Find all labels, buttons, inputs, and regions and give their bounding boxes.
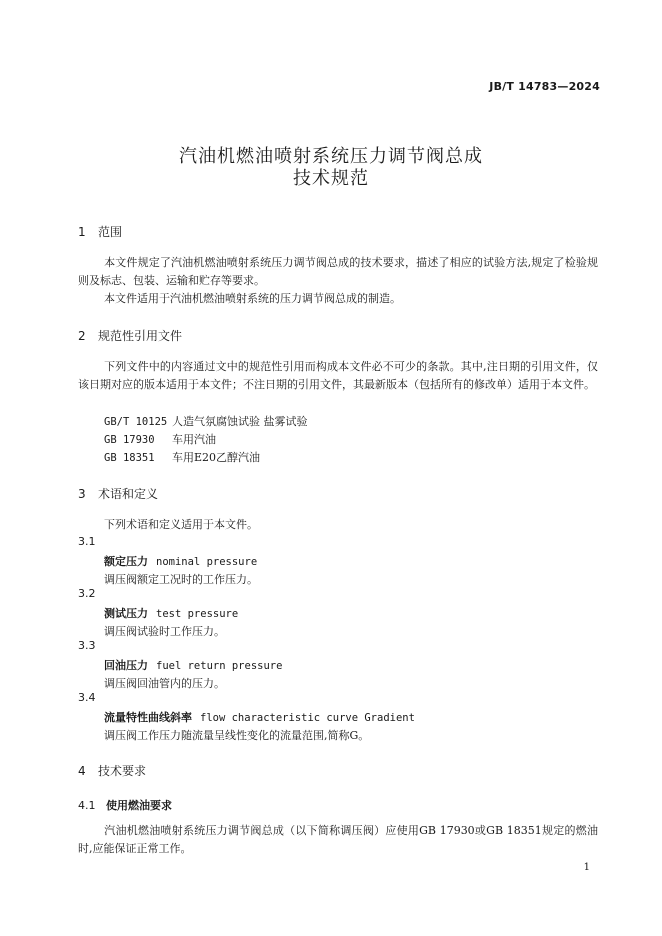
term-number: 3.1 [78, 535, 96, 548]
paragraph-text: 本文件适用于汽油机燃油喷射系统的压力调节阀总成的制造。 [104, 292, 401, 305]
paragraph [104, 516, 258, 532]
section-heading-scope [78, 223, 122, 240]
term-heading [104, 605, 238, 621]
document-number: JB/T 14783—2024 [489, 80, 600, 93]
section-number: 4 [78, 764, 86, 778]
subsection-title: 使用燃油要求 [106, 799, 172, 812]
paragraph [78, 822, 598, 858]
term-definition: 调压阀额定工况时的工作压力。 [104, 573, 258, 586]
paragraph-text: 下列术语和定义适用于本文件。 [104, 518, 258, 531]
reference-name: 车用E20乙醇汽油 [172, 451, 261, 464]
section-heading-terms [78, 485, 158, 502]
term-number: 3.3 [78, 639, 96, 652]
term-en: flow characteristic curve Gradient [200, 712, 415, 724]
reference-item [104, 431, 216, 447]
section-heading-normative-references [78, 327, 182, 344]
section-heading-technical-requirements [78, 762, 146, 779]
section-number: 2 [78, 329, 86, 343]
term-cn: 测试压力 [104, 607, 148, 620]
reference-code: GB 17930 [104, 434, 155, 446]
section-title: 术语和定义 [98, 487, 159, 501]
page-number: 1 [583, 862, 590, 873]
term-cn: 回油压力 [104, 659, 148, 672]
term-en: nominal pressure [156, 556, 258, 568]
term-heading [104, 657, 282, 673]
term-en: test pressure [156, 608, 239, 620]
term-cn: 额定压力 [104, 555, 148, 568]
term-definition: 调压阀试验时工作压力。 [104, 625, 225, 638]
term-en: fuel return pressure [156, 660, 283, 672]
term-heading [104, 553, 257, 569]
reference-name: 人造气氛腐蚀试验 盐雾试验 [172, 415, 308, 428]
term-cn: 流量特性曲线斜率 [104, 711, 192, 724]
term-definition: 调压阀回油管内的压力。 [104, 677, 225, 690]
section-title: 技术要求 [98, 764, 147, 778]
reference-code: GB/T 10125 [104, 416, 168, 428]
reference-item [104, 449, 260, 465]
subsection-heading-fuel-requirements [78, 797, 172, 813]
reference-item [104, 413, 308, 429]
term-definition: 调压阀工作压力随流量呈线性变化的流量范围,简称G。 [104, 729, 370, 742]
document-subtitle: 技术规范 [293, 168, 369, 189]
paragraph [78, 358, 598, 394]
reference-name: 车用汽油 [172, 433, 216, 446]
paragraph-text: 下列文件中的内容通过文中的规范性引用而构成本文件必不可少的条款。其中,注日期的引用文件，仅该日期对应的版本适用于本文件；不注日期的引用文件，其最新版本（包括所有的修改单）适用于本文件。 [78, 360, 598, 391]
document-title: 汽油机燃油喷射系统压力调节阀总成 [179, 146, 483, 167]
paragraph-text: 汽油机燃油喷射系统压力调节阀总成（以下简称调压阀）应使用GB 17930或GB 18351规定的燃油时,应能保证正常工作。 [78, 824, 598, 855]
term-number: 3.4 [78, 691, 96, 704]
term-number: 3.2 [78, 587, 96, 600]
subsection-number: 4.1 [78, 799, 96, 812]
section-number: 1 [78, 225, 86, 239]
section-title: 规范性引用文件 [98, 329, 183, 343]
reference-code: GB 18351 [104, 452, 155, 464]
section-title: 范围 [98, 225, 123, 239]
term-heading [104, 709, 415, 725]
paragraph [78, 290, 598, 308]
section-number: 3 [78, 487, 86, 501]
paragraph [78, 254, 598, 290]
paragraph-text: 本文件规定了汽油机燃油喷射系统压力调节阀总成的技术要求，描述了相应的试验方法,规定了检验规则及标志、包装、运输和贮存等要求。 [78, 256, 598, 287]
